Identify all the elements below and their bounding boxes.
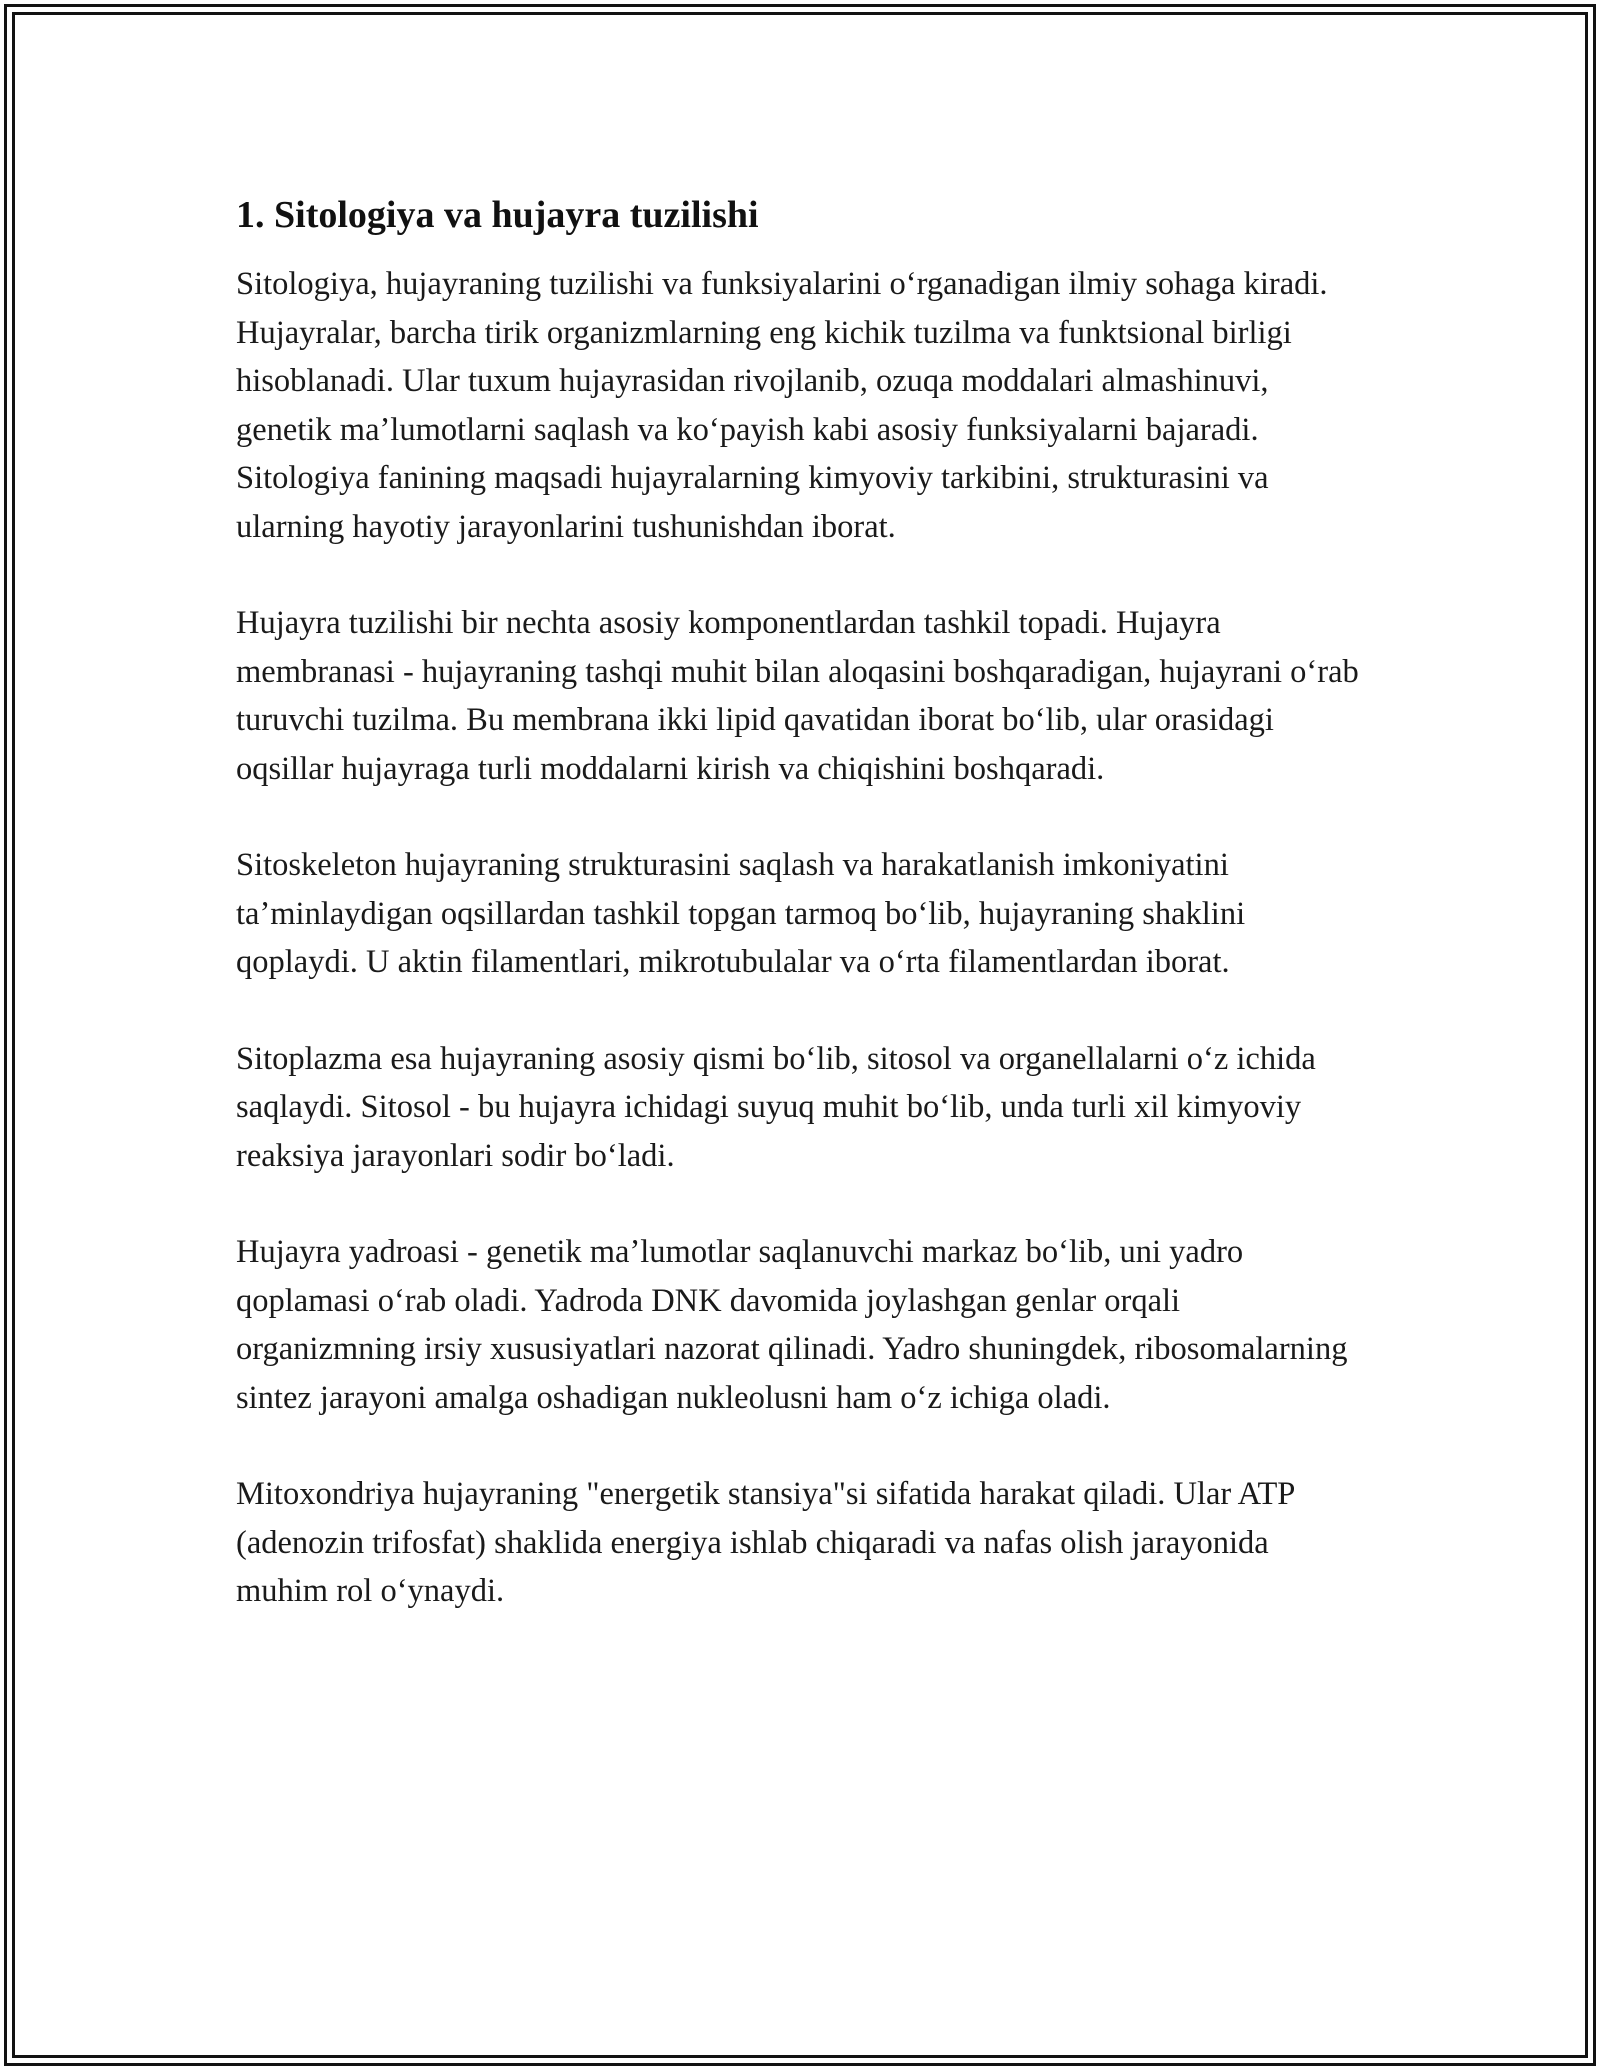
paragraph-yadro: Hujayra yadroasi - genetik maʼlumotlar saqlanuvchi markaz boʻlib, uni yadro qoplamasi oʻrab oladi. Yadroda DNK davomida joylashgan genlar orqali organizmning irsiy xususiyatlari nazorat qilinadi. Yadro shuningdek, ribosomalarning sintez jarayoni amalga oshadigan nukleolusni ham oʻz ichiga oladi. bbox=[236, 1234, 1348, 1416]
section-heading: 1. Sitologiya va hujayra tuzilishi bbox=[236, 194, 759, 236]
paragraph-sitoplazma: Sitoplazma esa hujayraning asosiy qismi boʻlib, sitosol va organellalarni oʻz ichida saqlaydi. Sitosol - bu hujayra ichidagi suyuq muhit boʻlib, unda turli xil kimyoviy reaksiya jarayonlari sodir boʻladi. bbox=[236, 1040, 1316, 1174]
paragraph-mitoxondriya: Mitoxondriya hujayraning "energetik stansiya"si sifatida harakat qiladi. Ular ATP (adenozin trifosfat) shaklida energiya ishlab chiqaradi va nafas olish jarayonida muhim rol oʻynaydi. bbox=[236, 1476, 1295, 1609]
paragraph-sitologiya-intro: Sitologiya, hujayraning tuzilishi va funksiyalarini oʻrganadigan ilmiy sohaga kiradi. Hujayralar, barcha tirik organizmlarning eng kichik tuzilma va funktsional birligi hisoblanadi. Ular tuxum hujayrasidan rivojlanib, ozuqa moddalari almashinuvi, genetik maʼlumotlarni saqlash va koʻpayish kabi asosiy funksiyalarni bajaradi. Sitologiya fanining maqsadi hujayralarning kimyoviy tarkibini, strukturasini va ularning hayotiy jarayonlarini tushunishdan iborat. bbox=[236, 266, 1328, 545]
paragraph-hujayra-membranasi: Hujayra tuzilishi bir nechta asosiy komponentlardan tashkil topadi. Hujayra membranasi - hujayraning tashqi muhit bilan aloqasini boshqaradigan, hujayrani oʻrab turuvchi tuzilma. Bu membrana ikki lipid qavatidan iborat boʻlib, ular orasidagi oqsillar hujayraga turli moddalarni kirish va chiqishini boshqaradi. bbox=[236, 605, 1359, 787]
paragraph-sitoskeleton: Sitoskeleton hujayraning strukturasini saqlash va harakatlanish imkoniyatini taʼminlaydigan oqsillardan tashkil topgan tarmoq boʻlib, hujayraning shaklini qoplaydi. U aktin filamentlari, mikrotubulalar va oʻrta filamentlardan iborat. bbox=[236, 847, 1246, 980]
document-body bbox=[236, 188, 1366, 1616]
